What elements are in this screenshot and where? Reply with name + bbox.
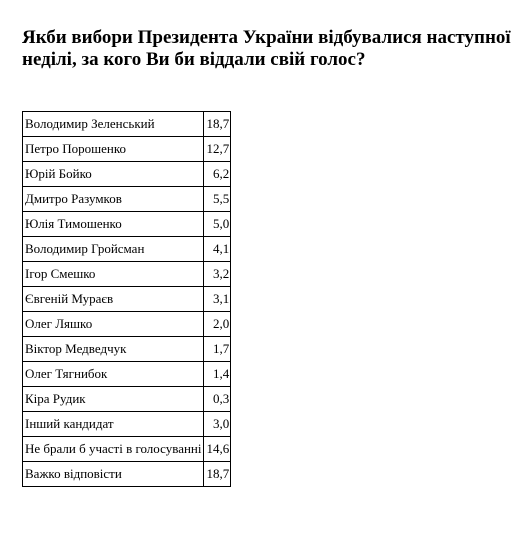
candidate-name-cell: Петро Порошенко — [23, 137, 204, 162]
table-row — [23, 312, 231, 337]
percentage-cell: 14,6 — [204, 437, 231, 462]
percentage-cell: 6,2 — [204, 162, 231, 187]
candidate-name-cell: Олег Тягнибок — [23, 362, 204, 387]
candidate-name-cell: Віктор Медведчук — [23, 337, 204, 362]
table-row — [23, 162, 231, 187]
candidate-name-cell: Володимир Гройсман — [23, 237, 204, 262]
percentage-cell: 5,0 — [204, 212, 231, 237]
candidate-name-cell: Юрій Бойко — [23, 162, 204, 187]
table-row — [23, 112, 231, 137]
percentage-cell: 3,1 — [204, 287, 231, 312]
page-title-line-2: неділі, за кого Ви би віддали свій голос? — [22, 49, 366, 70]
results-table — [22, 111, 231, 487]
page-title — [22, 27, 525, 71]
table-row — [23, 137, 231, 162]
percentage-cell: 3,2 — [204, 262, 231, 287]
candidate-name-cell: Інший кандидат — [23, 412, 204, 437]
table-row — [23, 462, 231, 487]
table-row — [23, 362, 231, 387]
candidate-name-cell: Ігор Смешко — [23, 262, 204, 287]
candidate-name-cell: Володимир Зеленський — [23, 112, 204, 137]
candidate-name-cell: Юлія Тимошенко — [23, 212, 204, 237]
table-row — [23, 187, 231, 212]
table-row — [23, 287, 231, 312]
percentage-cell: 4,1 — [204, 237, 231, 262]
table-row — [23, 412, 231, 437]
percentage-cell: 2,0 — [204, 312, 231, 337]
table-row — [23, 262, 231, 287]
table-row — [23, 212, 231, 237]
page-title-line-1: Якби вибори Президента України відбувалися наступної — [22, 27, 511, 48]
table-row — [23, 337, 231, 362]
table-row — [23, 387, 231, 412]
percentage-cell: 1,4 — [204, 362, 231, 387]
percentage-cell: 3,0 — [204, 412, 231, 437]
percentage-cell: 1,7 — [204, 337, 231, 362]
candidate-name-cell: Євгеній Мураєв — [23, 287, 204, 312]
percentage-cell: 18,7 — [204, 112, 231, 137]
candidate-name-cell: Дмитро Разумков — [23, 187, 204, 212]
candidate-name-cell: Олег Ляшко — [23, 312, 204, 337]
candidate-name-cell: Важко відповісти — [23, 462, 204, 487]
percentage-cell: 0,3 — [204, 387, 231, 412]
table-row — [23, 437, 231, 462]
candidate-name-cell: Не брали б участі в голосуванні — [23, 437, 204, 462]
percentage-cell: 12,7 — [204, 137, 231, 162]
candidate-name-cell: Кіра Рудик — [23, 387, 204, 412]
percentage-cell: 5,5 — [204, 187, 231, 212]
table-row — [23, 237, 231, 262]
percentage-cell: 18,7 — [204, 462, 231, 487]
